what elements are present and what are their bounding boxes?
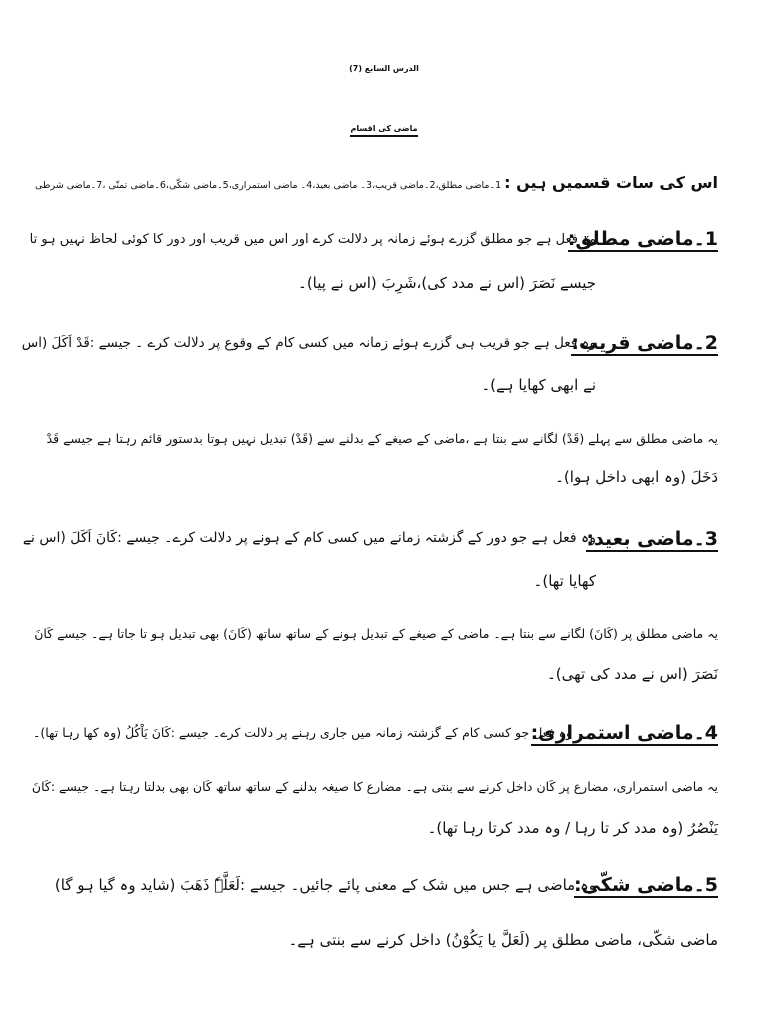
section-note-line: یہ ماضی مطلق سے پہلے (قَدْ) لگانے سے بنتا ہے ،ماضی کے صیغے کے بدلنے سے (قَدْ) تبدیل نہیں ہوتا بدستور قائم رہتا ہے جیسے قَدْ <box>46 431 718 446</box>
section-text-line: وہ فعل ہے جو دور کے گزشتہ زمانے میں کسی کام کے ہونے پر دلالت کرے۔ جیسے :کَانَ اَکَلَ (اس نے <box>22 530 596 546</box>
section-note-line: یہ ماضی استمراری، مضارع پر کَان داخل کرنے سے بنتی ہے۔ مضارع کا صیغہ بدلنے کے ساتھ ساتھ کَان بھی بدلتا رہتا ہے۔ جیسے :کَانَ <box>31 779 718 794</box>
section-heading-mazi-istimrari: 4۔ماضی استمراری: <box>530 722 718 744</box>
section-note-line: یہ ماضی مطلق پر (کَانَ) لگانے سے بنتا ہے۔ ماضی کے صیغے کے تبدیل ہونے کے ساتھ ساتھ (کَانَ) بھی تبدیل ہو تا جاتا ہے۔ جیسے کَانَ <box>34 626 718 641</box>
section-text-line: نے ابھی کھایا ہے)۔ <box>481 376 596 394</box>
section-note-line: دَخَلَ (وہ ابھی داخل ہوا)۔ <box>555 468 718 486</box>
section-text-line: وہ فعل جو کسی کام کے گزشتہ زمانہ میں جاری رہنے پر دلالت کرے۔ جیسے :کَانَ یَاْکُلُ (وہ کھا رہا تھا)۔ <box>33 725 572 740</box>
section-note-line: یَنْصُرُ (وہ مدد کر تا رہا / وہ مدد کرتا رہا تھا)۔ <box>427 819 718 837</box>
page-heading <box>0 118 768 140</box>
section-heading-mazi-shakki: 5۔ماضی شکّی: <box>573 874 718 896</box>
section-text-line: وہ فعل ہے جو مطلق گزرے ہوئے زمانہ پر دلالت کرے اور اس میں قریب اور دور کا کوئی لحاظ نہیں ہو تا <box>29 232 596 247</box>
section-note-line: نَصَرَ (اس نے مدد کی تھی)۔ <box>546 665 718 683</box>
intro-list: 1۔ماضی مطلق،2۔ماضی قریب،3۔ ماضی بعید،4۔ ماضی استمراری،5۔ماضی شکّی،6۔ماضی تمنّی ،7۔ماضی شرطی <box>35 180 502 191</box>
section-heading-mazi-mutlaq: 1۔ماضی مطلق: <box>567 228 718 250</box>
section-text-line: وہ ماضی ہے جس میں شک کے معنی پائے جائیں۔ جیسے :لَعَلَّہٗ ذَھَبَ (شاید وہ گیا ہو گا) <box>54 876 596 894</box>
lesson-title: الدرس السابع (7) <box>349 64 419 73</box>
section-text-line: جیسے نَصَرَ (اس نے مدد کی)،شَرِبَ (اس نے پیا)۔ <box>298 274 596 292</box>
intro-line <box>35 172 718 197</box>
section-heading-mazi-baeed: 3۔ماضی بعید: <box>586 528 718 550</box>
section-text-line: وہ فعل ہے جو قریب ہی گزرے ہوئے زمانہ میں کسی کام کے وقوع پر دلالت کرے ۔ جیسے :قَدْ اَکَلَ (اس <box>21 335 596 351</box>
page-heading-text: ماضی کی اقسام <box>350 124 417 137</box>
section-text-line: کھایا تھا)۔ <box>533 572 596 590</box>
section-heading-mazi-qareeb: 2۔ماضی قریب: <box>571 332 718 354</box>
section-note-line: ماضی شکّی، ماضی مطلق پر (لَعَلَّ یا یَکُوْنُ) داخل کرنے سے بنتی ہے۔ <box>288 931 718 949</box>
intro-lead: اس کی سات قسمیں ہیں : <box>504 173 718 192</box>
